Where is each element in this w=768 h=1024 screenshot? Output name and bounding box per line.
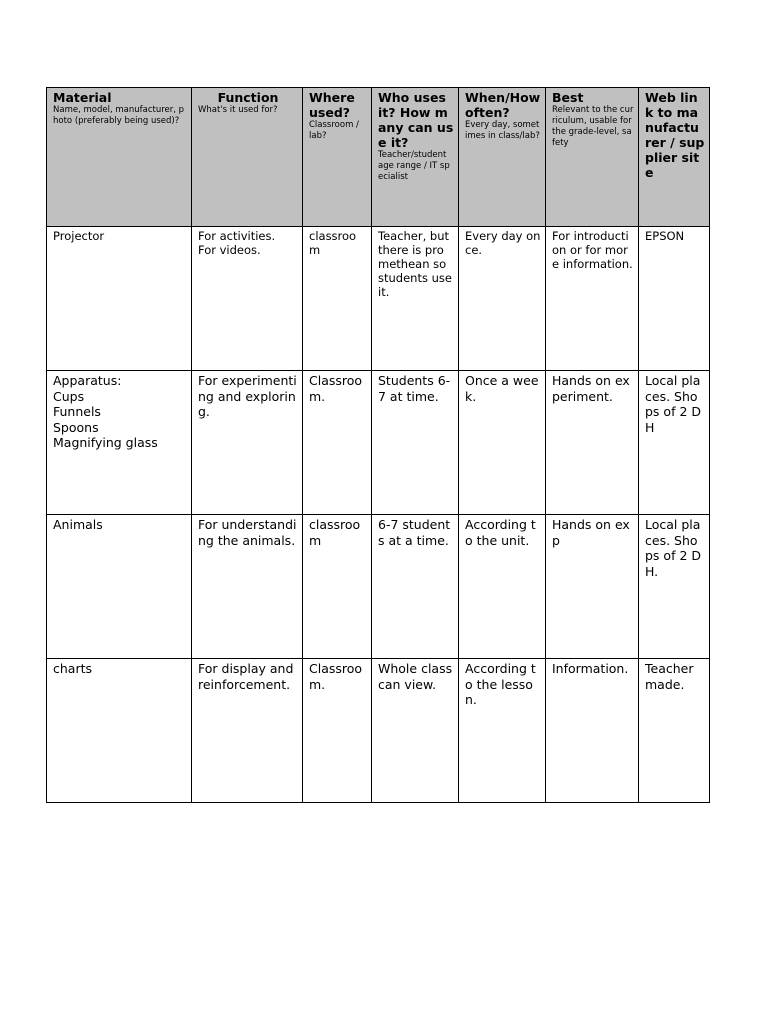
header-row bbox=[47, 88, 710, 227]
cell-material: charts bbox=[47, 659, 192, 803]
header-web-link bbox=[639, 88, 710, 227]
cell-function: For activities. For videos. bbox=[192, 227, 303, 371]
table-row bbox=[47, 515, 710, 659]
cell-when: Every day once. bbox=[459, 227, 546, 371]
header-title: Where used? bbox=[309, 90, 355, 120]
cell-best: Hands on exp bbox=[546, 515, 639, 659]
cell-function: For experimenting and exploring. bbox=[192, 371, 303, 515]
cell-who-uses: Whole class can view. bbox=[372, 659, 459, 803]
header-subtitle: Classroom / lab? bbox=[309, 120, 359, 141]
cell-material: Apparatus: Cups Funnels Spoons Magnifying glass bbox=[47, 371, 192, 515]
table-row bbox=[47, 227, 710, 371]
header-title: Best bbox=[552, 90, 584, 105]
cell-web-link: Local places. Shops of 2 DH. bbox=[639, 515, 710, 659]
cell-when: Once a week. bbox=[459, 371, 546, 515]
header-function bbox=[192, 88, 303, 227]
cell-who-uses: Students 6-7 at time. bbox=[372, 371, 459, 515]
cell-material: Projector bbox=[47, 227, 192, 371]
header-subtitle: What's it used for? bbox=[198, 105, 278, 115]
header-subtitle: Name, model, manufacturer, photo (preferably being used)? bbox=[53, 105, 185, 126]
cell-best: For introduction or for more information. bbox=[546, 227, 639, 371]
cell-when: According to the unit. bbox=[459, 515, 546, 659]
cell-best: Hands on experiment. bbox=[546, 371, 639, 515]
cell-web-link: Local places. Shops of 2 DH bbox=[639, 371, 710, 515]
header-title: Web link to manufacturer / supplier site bbox=[645, 90, 705, 180]
cell-where-used: classroom bbox=[303, 515, 372, 659]
cell-when: According to the lesson. bbox=[459, 659, 546, 803]
header-when bbox=[459, 88, 546, 227]
header-title: Material bbox=[53, 90, 112, 105]
header-title: When/How often? bbox=[465, 90, 541, 120]
table-row bbox=[47, 659, 710, 803]
cell-web-link: EPSON bbox=[639, 227, 710, 371]
materials-table bbox=[46, 87, 710, 803]
header-title: Who uses it? How many can use it? bbox=[378, 90, 454, 150]
header-subtitle: Every day, sometimes in class/lab? bbox=[465, 120, 540, 141]
cell-where-used: classroom bbox=[303, 227, 372, 371]
cell-who-uses: 6-7 students at a time. bbox=[372, 515, 459, 659]
cell-where-used: Classroom. bbox=[303, 371, 372, 515]
cell-best: Information. bbox=[546, 659, 639, 803]
cell-function: For understanding the animals. bbox=[192, 515, 303, 659]
cell-who-uses: Teacher, but there is promethean so students use it. bbox=[372, 227, 459, 371]
header-material bbox=[47, 88, 192, 227]
cell-where-used: Classroom. bbox=[303, 659, 372, 803]
header-subtitle: Relevant to the curriculum, usable for the grade-level, safety bbox=[552, 105, 634, 148]
cell-web-link: Teacher made. bbox=[639, 659, 710, 803]
header-title: Function bbox=[217, 90, 279, 105]
cell-material: Animals bbox=[47, 515, 192, 659]
cell-function: For display and reinforcement. bbox=[192, 659, 303, 803]
table-row bbox=[47, 371, 710, 515]
header-best bbox=[546, 88, 639, 227]
header-subtitle: Teacher/student age range / IT specialist bbox=[378, 150, 450, 182]
header-where-used bbox=[303, 88, 372, 227]
header-who-uses bbox=[372, 88, 459, 227]
